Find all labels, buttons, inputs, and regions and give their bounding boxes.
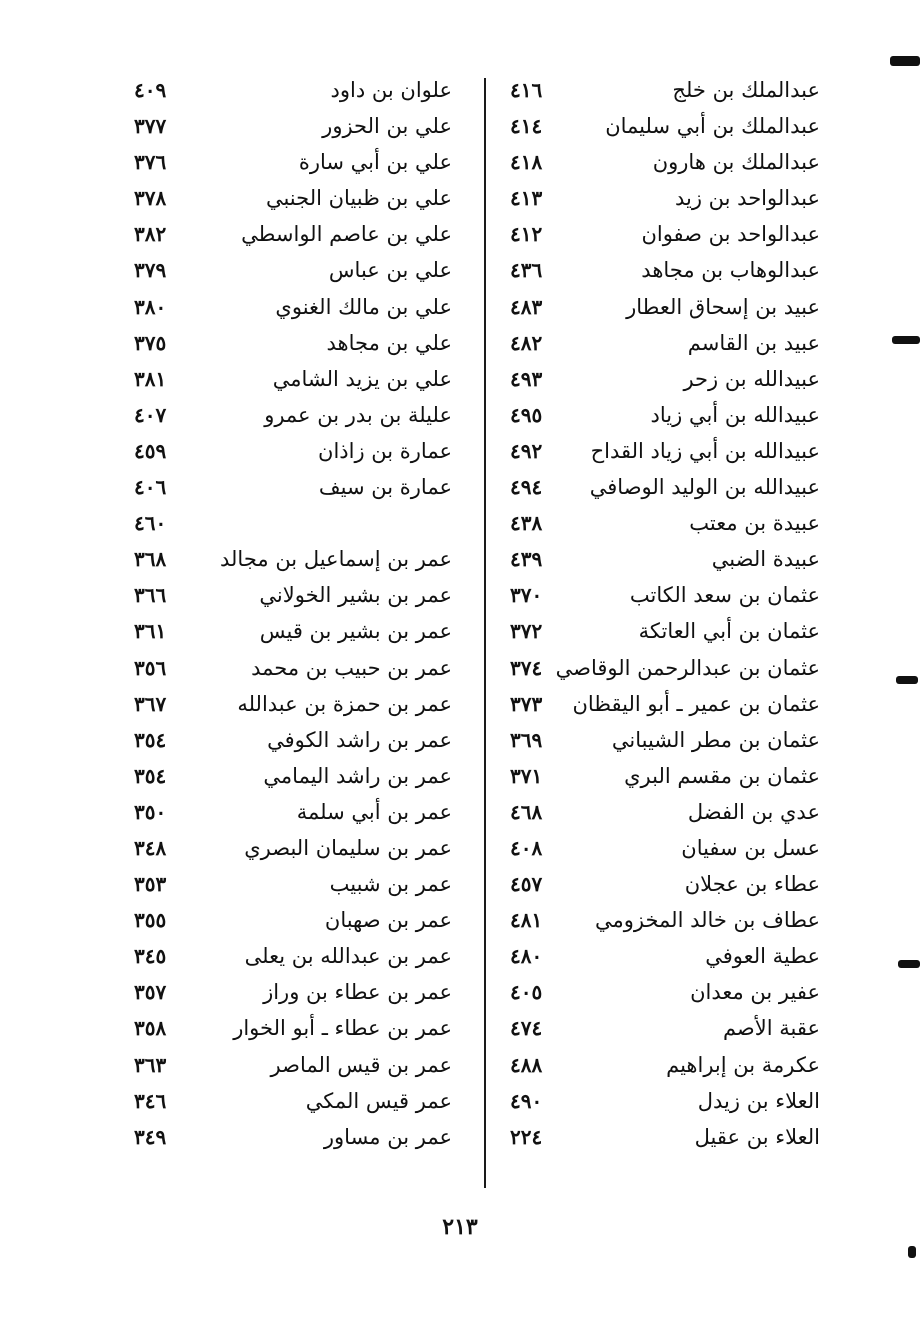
entry-page-number: ٣٥٥ — [134, 908, 167, 933]
entry-page-number: ٣٧٠ — [510, 583, 543, 608]
index-entry — [500, 433, 840, 469]
entry-page-number: ٤٠٥ — [510, 980, 543, 1005]
index-entry — [120, 216, 470, 252]
entry-page-number: ٣٦١ — [134, 619, 167, 644]
entry-page-number: ٣٧٢ — [510, 619, 543, 644]
entry-page-number: ٤٨٨ — [510, 1052, 543, 1077]
index-entry — [500, 974, 840, 1010]
entry-page-number: ٤٦٠ — [134, 511, 167, 536]
index-entry — [120, 433, 470, 469]
index-entry — [120, 180, 470, 216]
index-entry — [120, 974, 470, 1010]
entry-page-number: ٤٨٢ — [510, 330, 543, 355]
entry-name: عبيدالله بن أبي زياد — [650, 402, 820, 427]
entry-page-number: ٣٦٣ — [134, 1052, 167, 1077]
index-entry — [120, 469, 470, 505]
index-entry — [500, 902, 840, 938]
entry-page-number: ٤٠٧ — [134, 402, 167, 427]
entry-name: عمارة بن زاذان — [318, 438, 452, 463]
index-entry — [120, 902, 470, 938]
entry-page-number: ٤٨٣ — [510, 294, 543, 319]
entry-name: عبدالوهاب بن مجاهد — [641, 258, 820, 283]
index-entry — [500, 613, 840, 649]
entry-name: عمر بن أبي سلمة — [296, 799, 452, 824]
entry-name: عثمان بن أبي العاتكة — [638, 619, 820, 644]
entry-page-number: ٤٨٠ — [510, 944, 543, 969]
index-entry — [120, 505, 470, 541]
entry-name: عسل بن سفيان — [681, 835, 820, 860]
entry-page-number: ٣٥٦ — [134, 655, 167, 680]
page-number: ٢١٣ — [442, 1214, 478, 1240]
entry-name: عمر بن صهبان — [324, 908, 452, 933]
entry-page-number: ٣٦٦ — [134, 583, 167, 608]
entry-name: عمر بن حبيب بن محمد — [251, 655, 452, 680]
entry-page-number: ٣٧٣ — [510, 691, 543, 716]
index-entry — [120, 289, 470, 325]
index-entry — [500, 469, 840, 505]
entry-page-number: ٤٩٠ — [510, 1088, 543, 1113]
index-entry — [500, 1119, 840, 1155]
index-entry — [120, 722, 470, 758]
entry-page-number: ٣٨٠ — [134, 294, 167, 319]
entry-name: عمر بن بشير بن قيس — [259, 619, 452, 644]
entry-page-number: ٣٤٦ — [134, 1088, 167, 1113]
entry-page-number: ٣٨٢ — [134, 222, 167, 247]
entry-page-number: ٤١٢ — [510, 222, 543, 247]
index-entry — [500, 866, 840, 902]
entry-page-number: ٣٨١ — [134, 366, 167, 391]
entry-name: علوان بن داود — [330, 78, 452, 102]
entry-name: عبيدة بن معتب — [689, 511, 820, 536]
entry-name: عبيدالله بن زحر — [683, 366, 820, 391]
entry-page-number: ٣٦٧ — [134, 691, 167, 716]
entry-name: علي بن يزيد الشامي — [272, 366, 452, 391]
entry-page-number: ٣٧٤ — [510, 655, 543, 680]
entry-page-number: ٤٩٣ — [510, 366, 543, 391]
index-entry — [120, 144, 470, 180]
entry-name: عمر بن سليمان البصري — [244, 835, 452, 860]
entry-name: عطية العوفي — [705, 944, 820, 969]
index-entry — [120, 1083, 470, 1119]
entry-name: عطاء بن عجلان — [684, 872, 820, 897]
entry-page-number: ٤٣٨ — [510, 511, 543, 536]
index-column-left — [120, 72, 470, 1192]
entry-name: علي بن مالك الغنوي — [275, 294, 452, 319]
index-entry — [500, 1047, 840, 1083]
scan-edge-mark — [890, 56, 920, 66]
entry-page-number: ٤٥٩ — [134, 438, 167, 463]
entry-page-number: ٣٥٧ — [134, 980, 167, 1005]
index-column-right — [500, 72, 840, 1192]
index-entry — [500, 397, 840, 433]
entry-name: عبيدة الضبي — [711, 547, 820, 572]
entry-page-number: ٤١٦ — [510, 78, 543, 102]
entry-name: عبيد بن القاسم — [687, 330, 820, 355]
entry-page-number: ٣٤٨ — [134, 835, 167, 860]
entry-name: عمر قيس المكي — [305, 1088, 452, 1113]
index-entry — [500, 758, 840, 794]
index-entry — [120, 686, 470, 722]
entry-page-number: ٤٨١ — [510, 908, 543, 933]
entry-page-number: ٣٥٠ — [134, 799, 167, 824]
entry-name: عبدالملك بن خلج — [672, 78, 820, 102]
index-entry — [500, 541, 840, 577]
entry-page-number: ٣٧٩ — [134, 258, 167, 283]
entry-page-number: ٤١٨ — [510, 150, 543, 175]
entry-name: عدي بن الفضل — [687, 799, 820, 824]
index-entry — [120, 72, 470, 108]
entry-name: عمر بن عطاء بن وراز — [263, 980, 452, 1005]
entry-page-number: ٣٧٦ — [134, 150, 167, 175]
entry-page-number: ٤٣٩ — [510, 547, 543, 572]
entry-page-number: ٤٩٢ — [510, 438, 543, 463]
entry-name: علي بن مجاهد — [326, 330, 452, 355]
entry-page-number: ٤١٣ — [510, 186, 543, 211]
entry-page-number: ٤٩٤ — [510, 475, 543, 500]
entry-name: علي بن الحزور — [322, 114, 452, 139]
entry-name: عثمان بن عمير ـ أبو اليقظان — [572, 691, 820, 716]
index-entry — [120, 650, 470, 686]
column-divider — [484, 78, 486, 1188]
entry-page-number: ٣٧٧ — [134, 114, 167, 139]
entry-name: عمر بن مساور — [323, 1124, 452, 1149]
index-entry — [120, 1010, 470, 1046]
index-entry — [120, 252, 470, 288]
index-entry — [120, 577, 470, 613]
index-entry — [500, 650, 840, 686]
entry-name: عبيدالله بن الوليد الوصافي — [589, 475, 820, 500]
entry-page-number: ٣٧١ — [510, 763, 543, 788]
entry-page-number: ٤١٤ — [510, 114, 543, 139]
index-entry — [500, 144, 840, 180]
entry-name: عمر بن قيس الماصر — [270, 1052, 452, 1077]
entry-name: عمر بن راشد اليمامي — [263, 763, 452, 788]
entry-name: عثمان بن سعد الكاتب — [629, 583, 820, 608]
entry-name: عثمان بن عبدالرحمن الوقاصي — [555, 655, 820, 680]
scan-edge-mark — [898, 960, 920, 968]
index-entry — [500, 505, 840, 541]
entry-name: عبدالواحد بن زيد — [674, 186, 820, 211]
entry-name: عمر بن بشير الخولاني — [259, 583, 452, 608]
index-entry — [120, 938, 470, 974]
entry-name: علي بن أبي سارة — [298, 150, 452, 175]
index-entry — [120, 613, 470, 649]
index-entry — [500, 180, 840, 216]
entry-page-number: ٤٣٦ — [510, 258, 543, 283]
entry-name: عمر بن حمزة بن عبدالله — [237, 691, 452, 716]
entry-name: عثمان بن مقسم البري — [624, 763, 820, 788]
entry-name: عليلة بن بدر بن عمرو — [264, 402, 452, 427]
index-entry — [500, 1083, 840, 1119]
index-entry — [500, 830, 840, 866]
entry-name: عمارة بن سيف — [318, 475, 452, 500]
entry-name: عمر بن إسماعيل بن مجالد — [220, 547, 452, 572]
index-entry — [500, 216, 840, 252]
entry-page-number: ٣٦٩ — [510, 727, 543, 752]
index-entry — [120, 541, 470, 577]
entry-page-number: ٢٢٤ — [510, 1124, 543, 1149]
entry-page-number: ٣٥٤ — [134, 763, 167, 788]
index-entry — [120, 361, 470, 397]
index-entry — [500, 722, 840, 758]
entry-name: عبدالملك بن هارون — [652, 150, 820, 175]
entry-page-number: ٣٧٨ — [134, 186, 167, 211]
entry-name: علي بن ظبيان الجنبي — [265, 186, 452, 211]
index-entry — [120, 866, 470, 902]
entry-name: عفير بن معدان — [690, 980, 820, 1005]
index-entry — [120, 397, 470, 433]
entry-name: عبدالملك بن أبي سليمان — [605, 114, 820, 139]
entry-name: العلاء بن عقيل — [694, 1124, 820, 1149]
entry-name: عمر بن عبدالله بن يعلى — [244, 944, 452, 969]
entry-name: عبيدالله بن أبي زياد القداح — [590, 438, 820, 463]
entry-page-number: ٣٥٤ — [134, 727, 167, 752]
entry-page-number: ٤٩٥ — [510, 402, 543, 427]
index-entry — [120, 758, 470, 794]
entry-page-number: ٣٥٨ — [134, 1016, 167, 1041]
index-entry — [120, 108, 470, 144]
entry-name: عمر بن عطاء ـ أبو الخوار — [233, 1016, 452, 1041]
entry-page-number: ٣٤٥ — [134, 944, 167, 969]
index-entry — [500, 252, 840, 288]
entry-name: عبدالواحد بن صفوان — [641, 222, 820, 247]
entry-page-number: ٣٦٨ — [134, 547, 167, 572]
index-entry — [500, 325, 840, 361]
scan-edge-mark — [896, 676, 918, 684]
index-entry — [500, 361, 840, 397]
entry-page-number: ٣٥٣ — [134, 872, 167, 897]
entry-name: العلاء بن زيدل — [697, 1088, 820, 1113]
index-entry — [120, 1047, 470, 1083]
index-entry — [500, 72, 840, 108]
entry-name: عمر بن شبيب — [329, 872, 452, 897]
index-entry — [120, 1119, 470, 1155]
entry-page-number: ٣٧٥ — [134, 330, 167, 355]
index-entry — [500, 794, 840, 830]
index-entry — [500, 577, 840, 613]
entry-page-number: ٤٠٨ — [510, 835, 543, 860]
entry-name: عثمان بن مطر الشيباني — [611, 727, 820, 752]
entry-page-number: ٤٦٨ — [510, 799, 543, 824]
scan-edge-mark — [908, 1246, 916, 1258]
entry-name: عبيد بن إسحاق العطار — [626, 294, 820, 319]
entry-page-number: ٤٥٧ — [510, 872, 543, 897]
index-entry — [120, 830, 470, 866]
entry-name: عقبة الأصم — [722, 1016, 820, 1041]
index-entry — [500, 108, 840, 144]
index-entry — [120, 325, 470, 361]
entry-page-number: ٤٠٦ — [134, 475, 167, 500]
entry-name: عكرمة بن إبراهيم — [666, 1052, 820, 1077]
index-entry — [500, 289, 840, 325]
index-entry — [120, 794, 470, 830]
entry-page-number: ٤٠٩ — [134, 78, 167, 102]
entry-name: عمر بن راشد الكوفي — [267, 727, 452, 752]
index-entry — [500, 938, 840, 974]
entry-page-number: ٣٤٩ — [134, 1124, 167, 1149]
entry-name: علي بن عاصم الواسطي — [241, 222, 452, 247]
index-entry — [500, 686, 840, 722]
entry-name: عطاف بن خالد المخزومي — [595, 908, 820, 933]
scan-edge-mark — [892, 336, 920, 344]
entry-page-number: ٤٧٤ — [510, 1016, 543, 1041]
index-entry — [500, 1010, 840, 1046]
entry-name: علي بن عباس — [328, 258, 452, 283]
